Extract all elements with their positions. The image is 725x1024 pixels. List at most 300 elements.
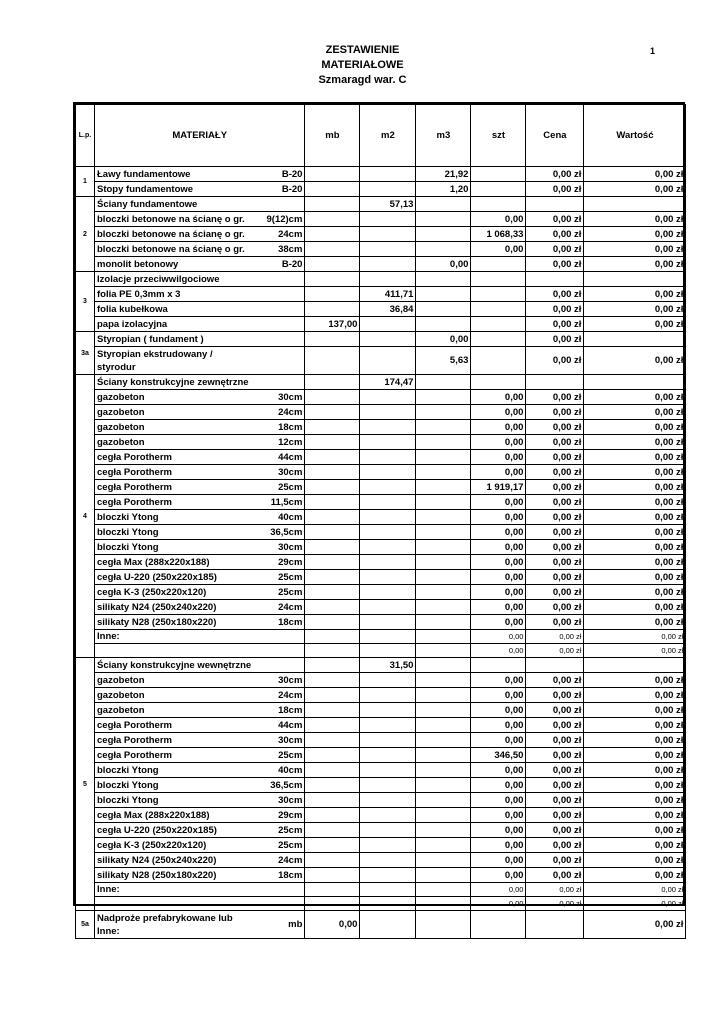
value-wartosc: 0,00 zł (584, 390, 686, 405)
material-spec: 40cm (265, 763, 305, 778)
document-subtitle: Szmaragd war. C (318, 74, 407, 86)
value-mb (305, 525, 360, 540)
value-szt: 0,00 (471, 853, 526, 868)
value-wartosc: 0,00 zł (584, 212, 686, 227)
value-m3 (416, 242, 471, 257)
value-wartosc: 0,00 zł (584, 793, 686, 808)
document-title-line-1: ZESTAWIENIE (325, 44, 400, 56)
value-m3 (416, 911, 471, 939)
material-name: Inne: (95, 630, 265, 644)
value-wartosc: 0,00 zł (584, 733, 686, 748)
value-szt (471, 911, 526, 939)
value-cena: 0,00 zł (526, 257, 584, 272)
material-spec: 25cm (265, 585, 305, 600)
value-szt (471, 287, 526, 302)
value-wartosc: 0,00 zł (584, 555, 686, 570)
value-mb (305, 197, 360, 212)
value-szt: 1 068,33 (471, 227, 526, 242)
value-m3 (416, 823, 471, 838)
material-name: gazobeton (95, 703, 265, 718)
value-cena: 0,00 zł (526, 212, 584, 227)
value-wartosc: 0,00 zł (584, 763, 686, 778)
value-m2 (360, 347, 416, 375)
table-row (76, 778, 686, 793)
value-szt: 0,00 (471, 778, 526, 793)
value-szt: 0,00 (471, 242, 526, 257)
value-m2 (360, 838, 416, 853)
value-m2 (360, 688, 416, 703)
value-szt: 0,00 (471, 733, 526, 748)
table-row (76, 897, 686, 911)
value-m2 (360, 763, 416, 778)
value-szt: 0,00 (471, 585, 526, 600)
value-cena: 0,00 zł (526, 688, 584, 703)
value-m2 (360, 317, 416, 332)
value-szt (471, 375, 526, 390)
value-mb (305, 450, 360, 465)
value-m2 (360, 182, 416, 197)
table-row (76, 555, 686, 570)
material-name: Styropian ( fundament ) (95, 332, 265, 347)
value-szt: 0,00 (471, 868, 526, 883)
material-name-line-2: styrodur (97, 361, 136, 373)
value-mb (305, 763, 360, 778)
value-cena: 0,00 zł (526, 600, 584, 615)
value-mb (305, 375, 360, 390)
value-m3 (416, 495, 471, 510)
material-name: cegła Porotherm (95, 480, 265, 495)
value-cena: 0,00 zł (526, 405, 584, 420)
table-row (76, 868, 686, 883)
value-m2 (360, 718, 416, 733)
table-row (76, 540, 686, 555)
value-cena: 0,00 zł (526, 480, 584, 495)
value-wartosc (584, 375, 686, 390)
value-wartosc: 0,00 zł (584, 465, 686, 480)
value-cena: 0,00 zł (526, 673, 584, 688)
value-m3 (416, 733, 471, 748)
value-m2 (360, 570, 416, 585)
material-spec: 38cm (265, 242, 305, 257)
value-m2 (360, 510, 416, 525)
value-m2: 31,50 (360, 658, 416, 673)
value-m3: 1,20 (416, 182, 471, 197)
material-name (95, 644, 265, 658)
value-szt: 0,00 (471, 763, 526, 778)
value-szt: 0,00 (471, 465, 526, 480)
table-row (76, 718, 686, 733)
value-cena: 0,00 zł (526, 465, 584, 480)
value-szt: 0,00 (471, 823, 526, 838)
value-cena (526, 197, 584, 212)
material-name: silikaty N28 (250x180x220) (95, 615, 265, 630)
value-cena (526, 272, 584, 287)
material-spec: B-20 (265, 167, 305, 182)
value-m2: 57,13 (360, 197, 416, 212)
material-spec: 18cm (265, 703, 305, 718)
material-spec: 25cm (265, 838, 305, 853)
table-row (76, 227, 686, 242)
material-spec: 25cm (265, 748, 305, 763)
material-spec (265, 272, 305, 287)
material-spec: B-20 (265, 257, 305, 272)
material-name: bloczki Ytong (95, 510, 265, 525)
value-mb (305, 272, 360, 287)
table-row (76, 763, 686, 778)
value-m3 (416, 197, 471, 212)
value-m2 (360, 748, 416, 763)
table-row (76, 347, 686, 375)
value-szt: 0,00 (471, 897, 526, 911)
value-cena: 0,00 zł (526, 227, 584, 242)
value-wartosc: 0,00 zł (584, 420, 686, 435)
value-cena: 0,00 zł (526, 435, 584, 450)
value-mb (305, 420, 360, 435)
value-m3 (416, 644, 471, 658)
value-cena: 0,00 zł (526, 525, 584, 540)
value-m3 (416, 600, 471, 615)
value-m2 (360, 911, 416, 939)
value-m3 (416, 525, 471, 540)
value-wartosc: 0,00 zł (584, 615, 686, 630)
material-name: monolit betonowy (95, 257, 265, 272)
value-cena (526, 658, 584, 673)
value-m3 (416, 302, 471, 317)
value-szt: 0,00 (471, 450, 526, 465)
value-cena: 0,00 zł (526, 495, 584, 510)
row-number: 5a (76, 911, 95, 939)
table-row (76, 823, 686, 838)
material-spec: 24cm (265, 688, 305, 703)
value-m3 (416, 703, 471, 718)
material-name: silikaty N28 (250x180x220) (95, 868, 265, 883)
material-name: cegła Porotherm (95, 733, 265, 748)
value-wartosc: 0,00 zł (584, 302, 686, 317)
table-row (76, 853, 686, 868)
value-szt: 0,00 (471, 630, 526, 644)
material-name: gazobeton (95, 390, 265, 405)
value-cena: 0,00 zł (526, 317, 584, 332)
material-spec (265, 630, 305, 644)
table-row (76, 688, 686, 703)
table-row (76, 733, 686, 748)
value-szt (471, 197, 526, 212)
material-name: bloczki Ytong (95, 540, 265, 555)
table-row (76, 748, 686, 763)
value-m3 (416, 227, 471, 242)
table-row (76, 808, 686, 823)
value-wartosc: 0,00 zł (584, 630, 686, 644)
material-name: bloczki Ytong (95, 763, 265, 778)
material-name: cegła Porotherm (95, 718, 265, 733)
material-spec: 9(12)cm (265, 212, 305, 227)
column-header-materials: MATERIAŁY (95, 105, 305, 167)
value-cena: 0,00 zł (526, 615, 584, 630)
material-spec: 24cm (265, 853, 305, 868)
material-spec: 25cm (265, 823, 305, 838)
material-spec (265, 644, 305, 658)
value-szt: 0,00 (471, 808, 526, 823)
material-name: cegła U-220 (250x220x185) (95, 823, 265, 838)
value-m3 (416, 405, 471, 420)
value-szt (471, 347, 526, 375)
value-szt (471, 332, 526, 347)
value-wartosc: 0,00 zł (584, 242, 686, 257)
value-m3 (416, 838, 471, 853)
material-name-line-2: Inne: (97, 925, 120, 937)
value-cena: 0,00 zł (526, 287, 584, 302)
value-wartosc: 0,00 zł (584, 838, 686, 853)
value-m2 (360, 644, 416, 658)
value-cena: 0,00 zł (526, 390, 584, 405)
material-name: folia PE 0,3mm x 3 (95, 287, 265, 302)
value-wartosc (584, 197, 686, 212)
value-m3 (416, 540, 471, 555)
table-row (76, 644, 686, 658)
material-name: Ławy fundamentowe (95, 167, 265, 182)
value-m3 (416, 272, 471, 287)
value-m2: 411,71 (360, 287, 416, 302)
value-szt: 0,00 (471, 555, 526, 570)
material-spec: 24cm (265, 227, 305, 242)
value-mb (305, 644, 360, 658)
value-cena: 0,00 zł (526, 570, 584, 585)
value-mb (305, 703, 360, 718)
material-spec: 30cm (265, 733, 305, 748)
value-m3 (416, 897, 471, 911)
value-m2 (360, 212, 416, 227)
page-number: 1 (650, 46, 656, 56)
value-szt: 0,00 (471, 420, 526, 435)
row-number: 3a (76, 332, 95, 375)
material-spec: 12cm (265, 435, 305, 450)
material-name: gazobeton (95, 688, 265, 703)
value-mb (305, 302, 360, 317)
materials-table (75, 104, 686, 939)
value-cena: 0,00 zł (526, 763, 584, 778)
value-mb (305, 733, 360, 748)
material-name: silikaty N24 (250x240x220) (95, 600, 265, 615)
value-szt (471, 658, 526, 673)
value-m3 (416, 748, 471, 763)
column-header-szt: szt (471, 105, 526, 167)
material-spec (265, 883, 305, 897)
value-m2 (360, 227, 416, 242)
table-row (76, 525, 686, 540)
value-m2 (360, 897, 416, 911)
column-header-m2: m2 (360, 105, 416, 167)
value-mb (305, 332, 360, 347)
material-spec: 18cm (265, 615, 305, 630)
value-mb (305, 853, 360, 868)
material-spec: 44cm (265, 450, 305, 465)
value-cena: 0,00 zł (526, 703, 584, 718)
material-name: Izolacje przeciwwilgociowe (95, 272, 265, 287)
material-name: folia kubełkowa (95, 302, 265, 317)
value-mb (305, 182, 360, 197)
value-wartosc: 0,00 zł (584, 778, 686, 793)
table-row (76, 302, 686, 317)
material-name: Ściany konstrukcyjne zewnętrzne (95, 375, 265, 390)
material-name: cegła Porotherm (95, 450, 265, 465)
value-m3 (416, 853, 471, 868)
table-row (76, 390, 686, 405)
value-m3 (416, 375, 471, 390)
value-cena: 0,00 zł (526, 823, 584, 838)
value-mb (305, 540, 360, 555)
value-wartosc: 0,00 zł (584, 718, 686, 733)
value-m2 (360, 465, 416, 480)
document-title-line-2: MATERIAŁOWE (321, 59, 404, 71)
value-m2 (360, 450, 416, 465)
value-cena: 0,00 zł (526, 302, 584, 317)
value-szt: 0,00 (471, 793, 526, 808)
value-wartosc: 0,00 zł (584, 405, 686, 420)
value-m2 (360, 615, 416, 630)
value-wartosc: 0,00 zł (584, 540, 686, 555)
value-wartosc (584, 658, 686, 673)
material-name (95, 911, 265, 939)
value-szt: 0,00 (471, 570, 526, 585)
value-wartosc: 0,00 zł (584, 688, 686, 703)
material-spec (265, 375, 305, 390)
value-m2 (360, 808, 416, 823)
value-m2 (360, 242, 416, 257)
value-szt: 0,00 (471, 703, 526, 718)
column-header-cena: Cena (526, 105, 584, 167)
value-szt (471, 257, 526, 272)
value-m2 (360, 793, 416, 808)
material-name: gazobeton (95, 435, 265, 450)
table-row (76, 658, 686, 673)
material-name: cegła Porotherm (95, 495, 265, 510)
material-spec: 30cm (265, 390, 305, 405)
value-szt: 0,00 (471, 688, 526, 703)
table-row (76, 570, 686, 585)
value-m3 (416, 808, 471, 823)
value-cena: 0,00 zł (526, 897, 584, 911)
value-wartosc: 0,00 zł (584, 450, 686, 465)
value-cena: 0,00 zł (526, 868, 584, 883)
value-mb (305, 405, 360, 420)
value-mb (305, 600, 360, 615)
value-mb (305, 435, 360, 450)
value-mb (305, 658, 360, 673)
value-cena: 0,00 zł (526, 838, 584, 853)
value-wartosc: 0,00 zł (584, 748, 686, 763)
value-m3 (416, 555, 471, 570)
value-m2 (360, 733, 416, 748)
material-name: bloczki Ytong (95, 525, 265, 540)
material-name-line-1: Styropian ekstrudowany / (97, 348, 213, 360)
value-wartosc: 0,00 zł (584, 510, 686, 525)
material-spec: 36,5cm (265, 525, 305, 540)
value-m2 (360, 630, 416, 644)
value-wartosc: 0,00 zł (584, 644, 686, 658)
material-name: cegła Max (288x220x188) (95, 808, 265, 823)
value-m2 (360, 435, 416, 450)
column-header-lp: L.p. (76, 105, 95, 167)
value-szt: 0,00 (471, 883, 526, 897)
material-spec (265, 332, 305, 347)
table-row (76, 838, 686, 853)
table-row (76, 911, 686, 939)
material-spec (265, 317, 305, 332)
value-cena: 0,00 zł (526, 630, 584, 644)
value-mb (305, 287, 360, 302)
value-wartosc (584, 272, 686, 287)
value-mb (305, 480, 360, 495)
value-m3: 0,00 (416, 257, 471, 272)
value-m3 (416, 510, 471, 525)
material-name: cegła K-3 (250x220x120) (95, 838, 265, 853)
row-number: 3 (76, 272, 95, 332)
value-cena: 0,00 zł (526, 853, 584, 868)
material-name (95, 347, 265, 375)
value-cena: 0,00 zł (526, 555, 584, 570)
material-spec: 18cm (265, 868, 305, 883)
table-row (76, 197, 686, 212)
value-szt: 0,00 (471, 673, 526, 688)
material-name: gazobeton (95, 673, 265, 688)
row-number: 2 (76, 197, 95, 272)
material-name (95, 897, 265, 911)
table-row (76, 673, 686, 688)
material-spec: 11,5cm (265, 495, 305, 510)
material-spec: 36,5cm (265, 778, 305, 793)
value-wartosc: 0,00 zł (584, 257, 686, 272)
value-m3 (416, 718, 471, 733)
value-mb (305, 465, 360, 480)
value-mb (305, 242, 360, 257)
value-m2 (360, 778, 416, 793)
material-spec: 30cm (265, 540, 305, 555)
value-cena: 0,00 zł (526, 808, 584, 823)
value-cena: 0,00 zł (526, 718, 584, 733)
value-mb (305, 555, 360, 570)
table-header-row (76, 105, 686, 167)
value-cena: 0,00 zł (526, 167, 584, 182)
material-name: bloczki betonowe na ścianę o gr. (95, 227, 265, 242)
value-wartosc: 0,00 zł (584, 287, 686, 302)
material-name: gazobeton (95, 420, 265, 435)
material-spec (265, 197, 305, 212)
value-m3: 21,92 (416, 167, 471, 182)
value-wartosc: 0,00 zł (584, 600, 686, 615)
value-m2 (360, 257, 416, 272)
value-m2 (360, 853, 416, 868)
value-m2: 174,47 (360, 375, 416, 390)
value-wartosc: 0,00 zł (584, 585, 686, 600)
value-wartosc: 0,00 zł (584, 673, 686, 688)
material-name: Ściany konstrukcyjne wewnętrzne (95, 658, 265, 673)
value-m3 (416, 570, 471, 585)
table-row (76, 703, 686, 718)
value-szt: 0,00 (471, 510, 526, 525)
value-mb (305, 167, 360, 182)
material-name: Ściany fundamentowe (95, 197, 265, 212)
material-name: bloczki Ytong (95, 793, 265, 808)
table-row (76, 793, 686, 808)
value-mb (305, 347, 360, 375)
value-mb (305, 212, 360, 227)
value-wartosc: 0,00 zł (584, 347, 686, 375)
value-mb (305, 570, 360, 585)
value-mb (305, 838, 360, 853)
value-m3: 5,63 (416, 347, 471, 375)
value-wartosc: 0,00 zł (584, 703, 686, 718)
value-m3 (416, 435, 471, 450)
